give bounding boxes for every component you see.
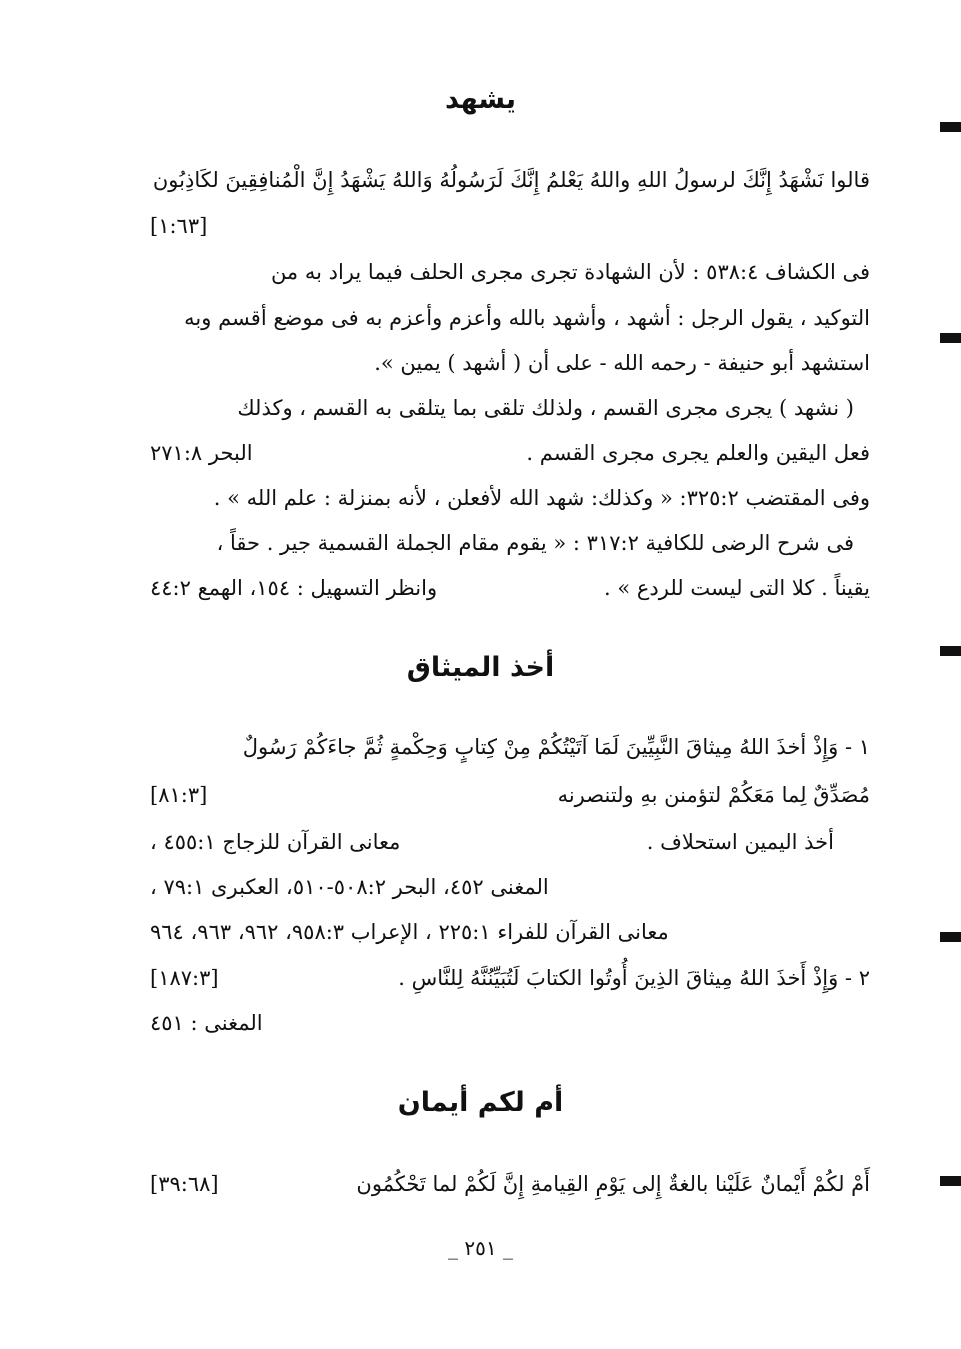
line-text: قالوا نَشْهَدُ إِنَّكَ لرسولُ اللهِ واللهُ يَعْلمُ إِنَّكَ لَرَسُولُهُ وَاللهُ يَشْهَدُ إِنَّ الْمُنافِقِينَ لكَاذِبُون: [152, 168, 870, 192]
line-text: فعل اليقين والعلم يجرى مجرى القسم .: [526, 441, 870, 465]
source-reference: وانظر التسهيل : ١٥٤، الهمع ٤٤:٢: [150, 576, 438, 600]
text-line: [150, 916, 870, 956]
margin-mark: [940, 333, 961, 343]
text-line: [150, 256, 870, 296]
text-line: [150, 164, 870, 204]
source-reference: معانى القرآن للزجاج ٤٥٥:١ ،: [150, 830, 401, 854]
text-line: [150, 347, 870, 387]
text-line: [150, 1007, 870, 1047]
text-line: [150, 1168, 870, 1208]
line-text: أَمْ لكُمْ أَيْمانٌ عَلَيْنا بالغةٌ إِلى يَوْمِ القِيامةِ إِنَّ لَكُمْ لما تَحْكُمُون: [356, 1172, 870, 1196]
section-title-am-lakum-ayman: أم لكم أيمان: [397, 1087, 564, 1118]
page-number: _ ٢٥١ _: [448, 1236, 513, 1260]
section-title-yashhad: يشهد: [444, 84, 517, 115]
source-reference: البحر ٢٧١:٨: [150, 441, 253, 465]
line-text: ( نشهد ) يجرى مجرى القسم ، ولذلك تلقى بما يتلقى به القسم ، وكذلك: [237, 396, 854, 420]
margin-mark: [940, 932, 961, 942]
margin-mark: [940, 1176, 961, 1186]
text-line: [150, 962, 870, 1002]
source-reference: المغنى ٤٥٢، البحر ٥٠٨:٢-٥١٠، العكبرى ٧٩:١ ،: [150, 875, 549, 899]
text-line: [150, 392, 870, 432]
line-text: التوكيد ، يقول الرجل : أشهد ، وأشهد بالله وأعزم وأعزم به فى موضع أقسم وبه: [184, 306, 870, 330]
source-reference: المغنى : ٤٥١: [150, 1011, 263, 1035]
verse-reference: [١:٦٣]: [150, 214, 208, 238]
text-line: [150, 779, 870, 819]
verse-reference: [٨١:٣]: [150, 783, 208, 807]
line-text: فى الكشاف ٥٣٨:٤ : لأن الشهادة تجرى مجرى الحلف فيما يراد به من: [270, 260, 870, 284]
verse-reference: [٣٩:٦٨]: [150, 1172, 219, 1196]
margin-mark: [940, 646, 961, 656]
text-line: [150, 302, 870, 342]
text-line: [150, 826, 870, 866]
source-reference: معانى القرآن للفراء ٢٢٥:١ ، الإعراب ٩٥٨:٣، ٩٦٢، ٩٦٣، ٩٦٤: [150, 920, 669, 944]
line-text: وفى المقتضب ٣٢٥:٢: « وكذلك: شهد الله لأفعلن ، لأنه بمنزلة : علم الله » .: [213, 486, 870, 510]
line-text: أخذ اليمين استحلاف .: [646, 830, 834, 854]
text-line: [150, 731, 870, 771]
margin-mark: [940, 122, 961, 132]
line-text: مُصَدِّقٌ لِما مَعَكُمْ لتؤمنن بهِ ولتنصرنه: [557, 783, 870, 807]
text-line: [150, 482, 870, 522]
text-line: [150, 527, 870, 567]
line-text: يقيناً . كلا التى ليست للردع » .: [604, 576, 870, 600]
text-line: [150, 210, 870, 250]
line-text: استشهد أبو حنيفة - رحمه الله - على أن ( أشهد ) يمين ».: [374, 351, 870, 375]
line-text: ٢ - وَإِذْ أَخذَ اللهُ مِيثاقَ الذِينَ أُوتُوا الكتابَ لَتُبَيِّنُنَّهُ لِلنَّاسِ .: [398, 966, 870, 990]
text-line: [150, 437, 870, 477]
text-line: [150, 572, 870, 612]
text-line: [150, 871, 870, 911]
line-text: ١ - وَإِذْ أخذَ اللهُ مِيثاقَ النَّبِيِّينَ لَمَا آتَيْتُكُمْ مِنْ كِتابٍ وَحِكْمةٍ ثُمَّ جاءَكُمْ رَسُولٌ: [242, 735, 870, 759]
line-text: فى شرح الرضى للكافية ٣١٧:٢ : « يقوم مقام الجملة القسمية جير . حقاً ،: [216, 531, 854, 555]
verse-reference: [١٨٧:٣]: [150, 966, 219, 990]
section-title-akhdh-al-mithaq: أخذ الميثاق: [406, 652, 555, 683]
